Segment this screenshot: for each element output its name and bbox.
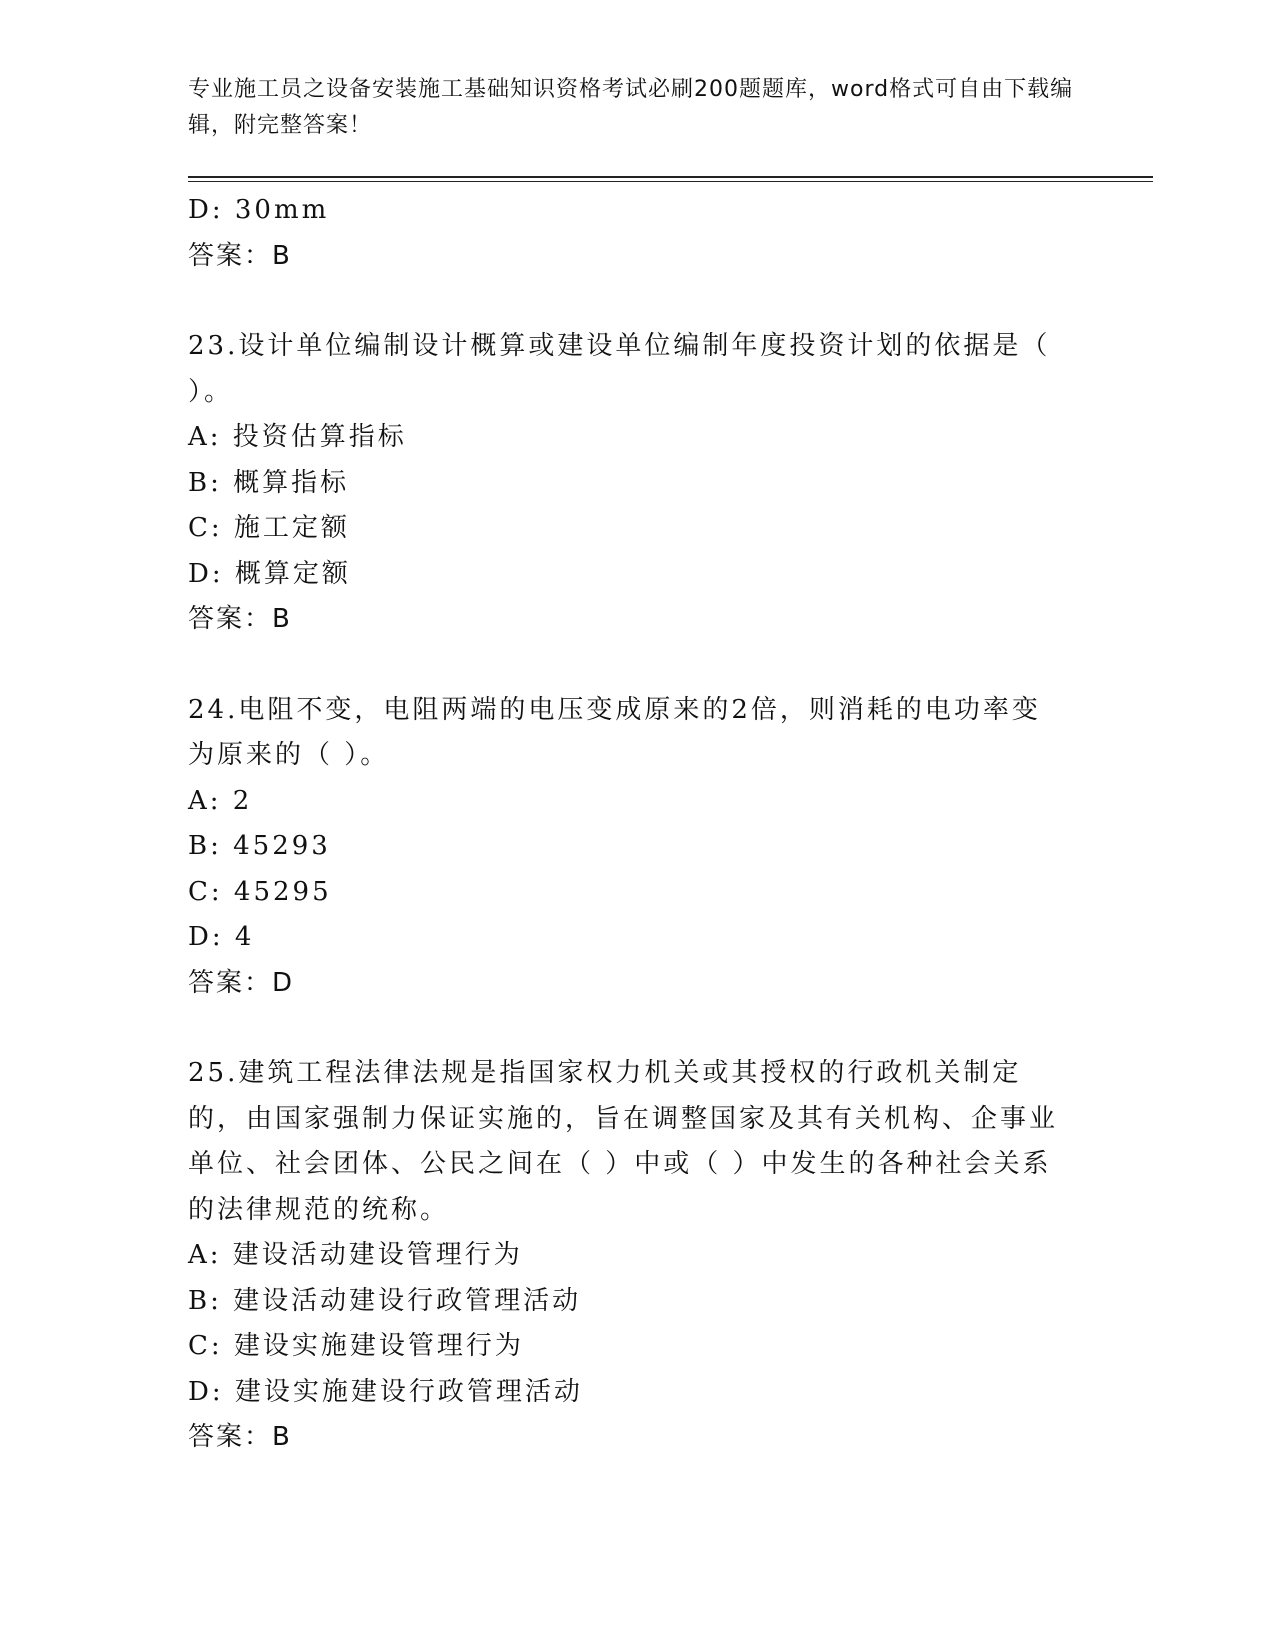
question-block (188, 688, 1088, 1007)
option-d: D: 概算定额 (188, 558, 351, 589)
spacer (188, 1006, 1088, 1051)
question-list (188, 188, 1088, 1461)
header-divider-thin (188, 181, 1153, 182)
answer-line: 答案：B (188, 1422, 292, 1452)
option-d: D: 4 (188, 922, 255, 952)
option-c: C: 施工定额 (188, 513, 350, 543)
spacer (188, 279, 1088, 324)
option-a: A: 建设活动建设管理行为 (188, 1240, 523, 1270)
carryover-option-d: D: 30mm (188, 195, 330, 225)
option-c: C: 45295 (188, 876, 332, 907)
document-header: 专业施工员之设备安装施工基础知识资格考试必刷200题题库，word格式可自由下载编辑，附完整答案！ (188, 77, 1074, 138)
question-stem: 23.设计单位编制设计概算或建设单位编制年度投资计划的依据是（ ）。 (188, 331, 1051, 407)
question-stem: 25.建筑工程法律法规是指国家权力机关或其授权的行政机关制定的，由国家强制力保证实施的，旨在调整国家及其有关机构、企事业单位、社会团体、公民之间在（ ）中或（ ）中发生的各种社会关系的法律规范的统称。 (188, 1058, 1059, 1225)
carryover-answer: 答案：B (188, 240, 292, 271)
question-stem: 24.电阻不变，电阻两端的电压变成原来的2倍，则消耗的电功率变为原来的（ ）。 (188, 694, 1041, 770)
option-b: B: 45293 (188, 831, 331, 861)
answer-line: 答案：D (188, 967, 295, 998)
option-a: A: 2 (188, 785, 253, 816)
question-block (188, 324, 1088, 643)
header-divider-thick (188, 176, 1153, 178)
option-a: A: 投资估算指标 (188, 422, 407, 452)
option-d: D: 建设实施建设行政管理活动 (188, 1376, 583, 1407)
answer-line: 答案：B (188, 604, 292, 634)
question-block (188, 1051, 1088, 1461)
spacer (188, 643, 1088, 688)
option-c: C: 建设实施建设管理行为 (188, 1331, 524, 1361)
option-b: B: 建设活动建设行政管理活动 (188, 1285, 582, 1316)
option-b: B: 概算指标 (188, 467, 350, 498)
